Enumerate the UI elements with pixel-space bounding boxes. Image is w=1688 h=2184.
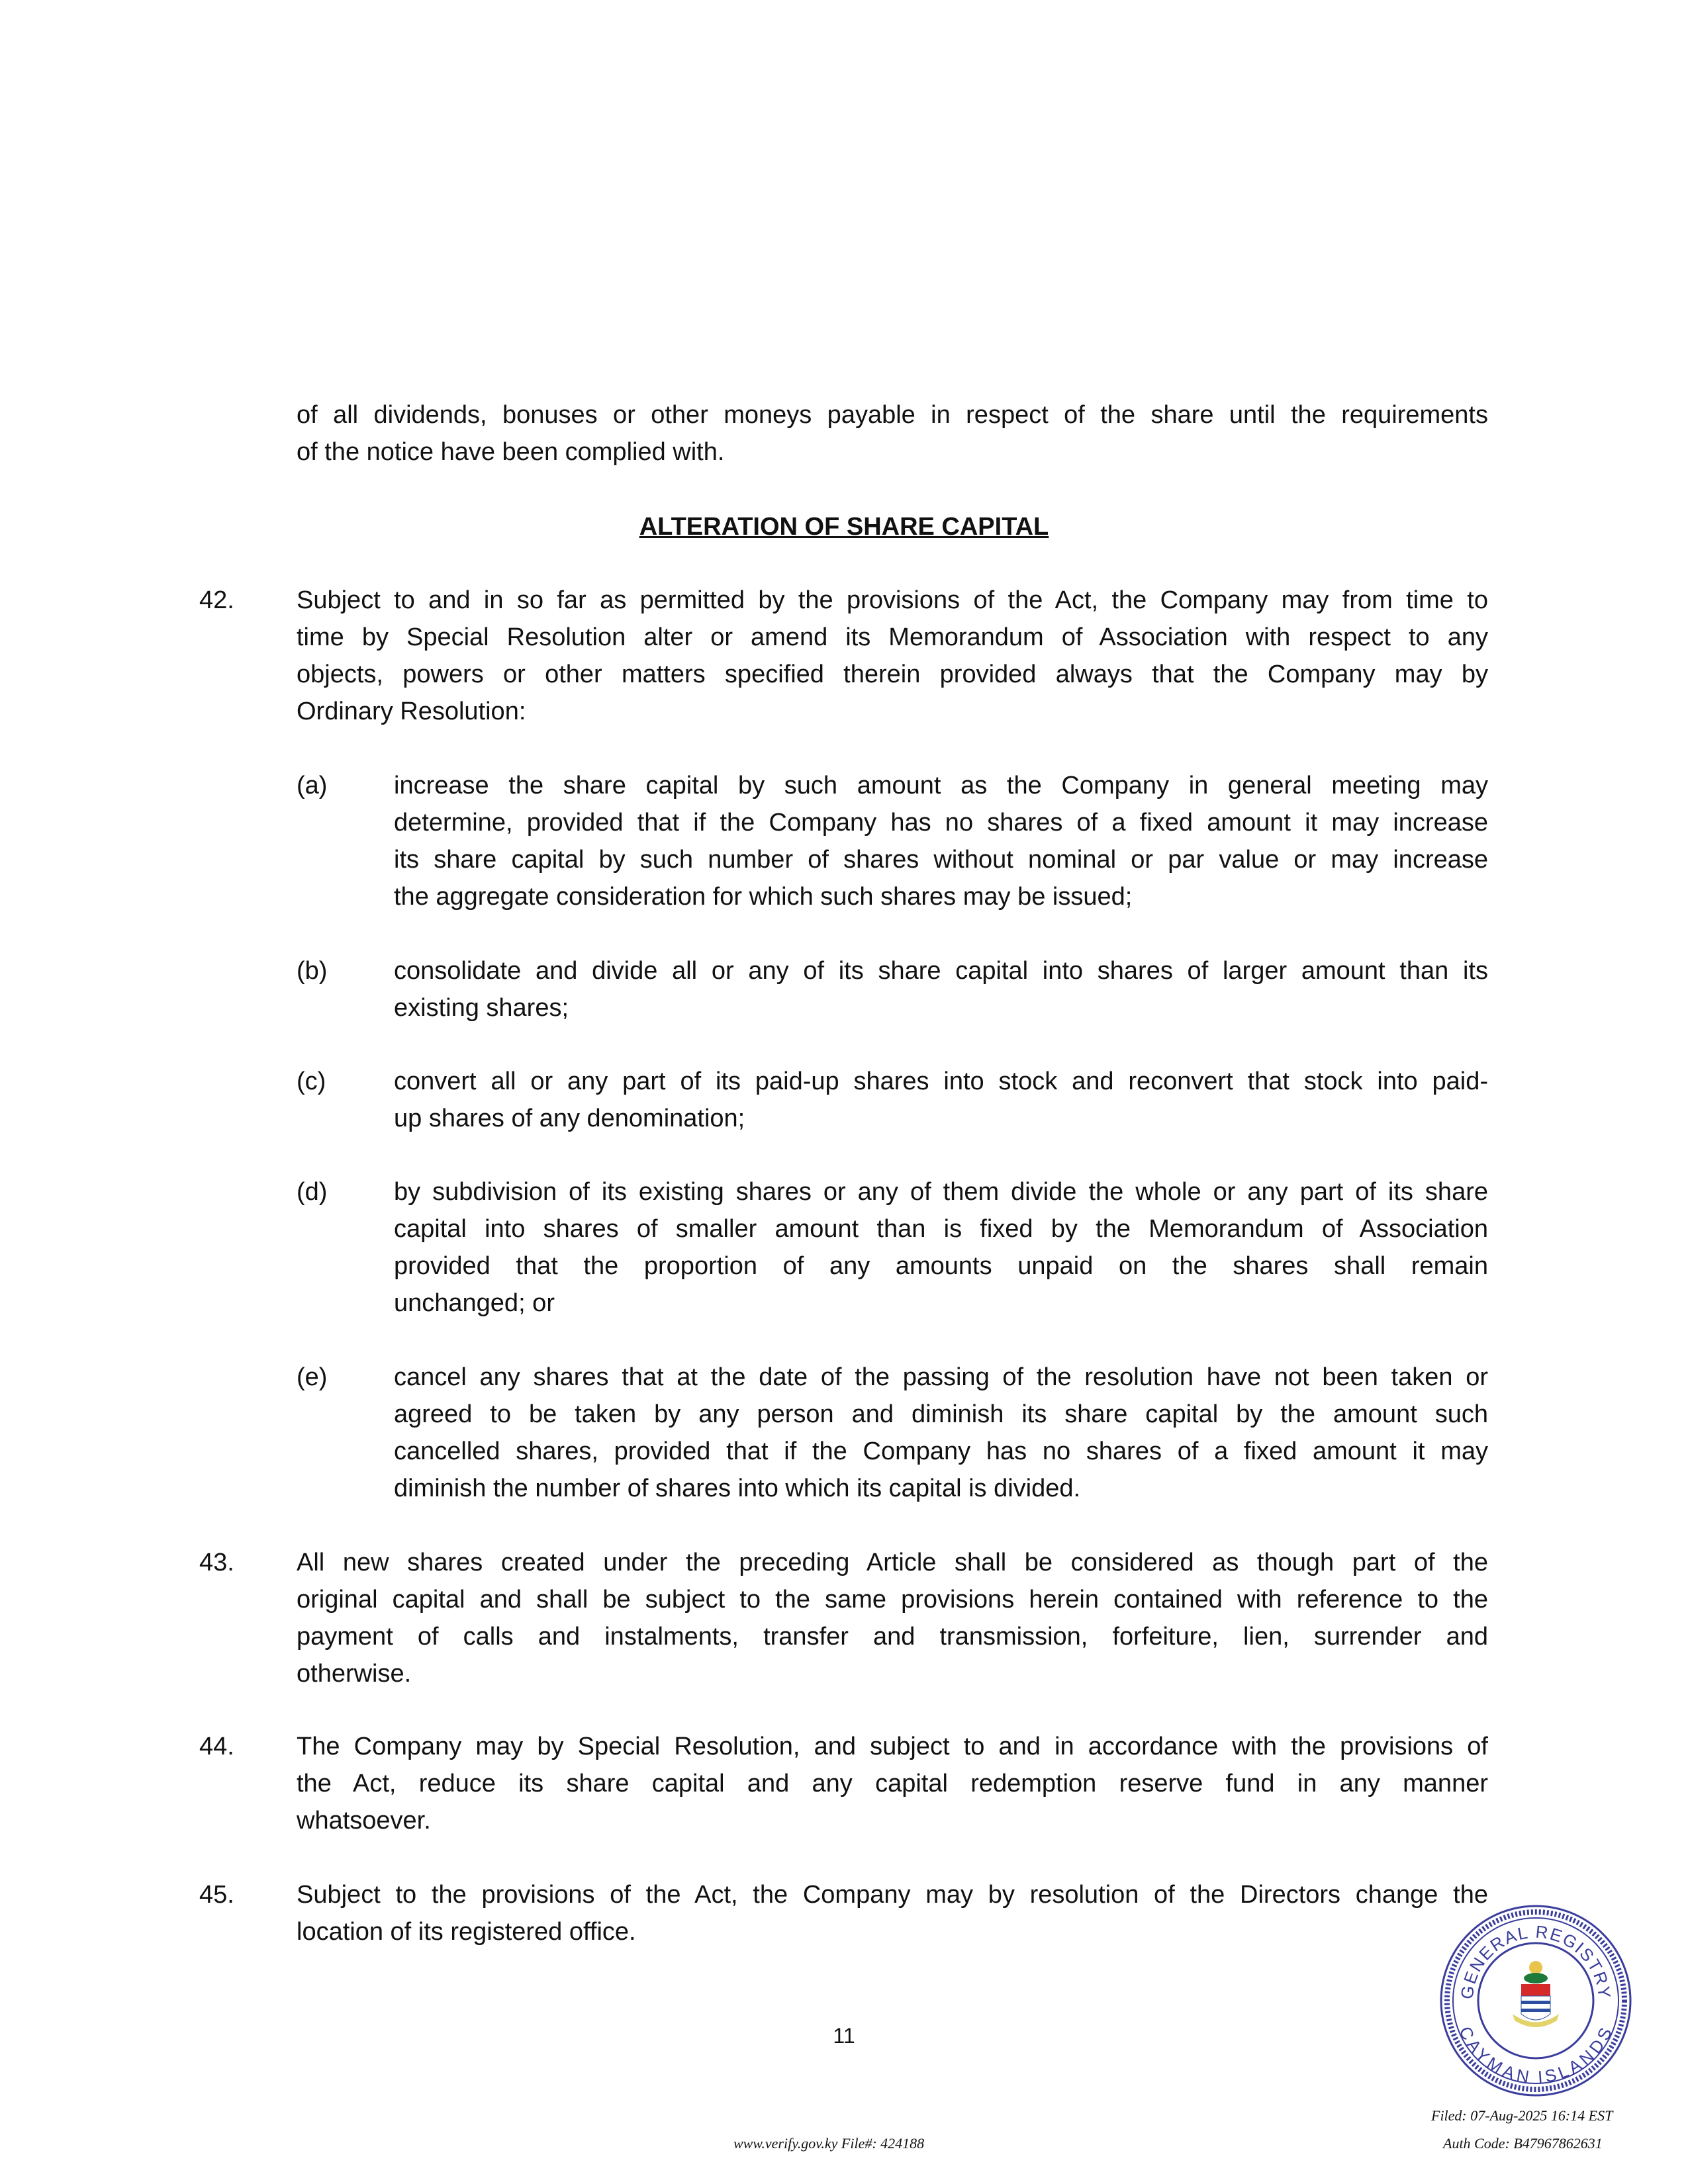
- subitem-e-text: [394, 1359, 1488, 1507]
- verify-link[interactable]: www.verify.gov.ky File#: 424188: [733, 2135, 925, 2152]
- general-registry-seal: [1436, 1901, 1635, 2100]
- auth-code: Auth Code: B47967862631: [1443, 2135, 1603, 2152]
- article-44-text: [297, 1728, 1488, 1839]
- text-line: its share capital by such number of shares without nominal or par value or may increase: [394, 846, 1488, 874]
- subitem-label: (c): [297, 1068, 326, 1095]
- subitem-label: (e): [297, 1363, 328, 1391]
- article-number: 43.: [199, 1549, 234, 1576]
- subitem-c-text: [394, 1063, 1488, 1137]
- text-line: cancelled shares, provided that if the Company has no shares of a fixed amount it may: [394, 1437, 1488, 1465]
- text-line: whatsoever.: [297, 1807, 431, 1835]
- text-line: of all dividends, bonuses or other moneys payable in respect of the share until the requirements: [297, 401, 1488, 429]
- text-line: time by Special Resolution alter or amend its Memorandum of Association with respect to any: [297, 623, 1488, 651]
- text-line: increase the share capital by such amount as the Company in general meeting may: [394, 772, 1488, 799]
- text-line: capital into shares of smaller amount than is fixed by the Memorandum of Association: [394, 1215, 1488, 1243]
- page-number: 11: [833, 2024, 855, 2048]
- article-45-text: [297, 1876, 1488, 1950]
- text-line: unchanged; or: [394, 1289, 555, 1317]
- text-line: the Act, reduce its share capital and any capital redemption reserve fund in any manner: [297, 1770, 1488, 1797]
- text-line: The Company may by Special Resolution, and subject to and in accordance with the provisions of: [297, 1733, 1488, 1760]
- text-line: otherwise.: [297, 1660, 412, 1688]
- text-line: by subdivision of its existing shares or any of them divide the whole or any part of its share: [394, 1178, 1488, 1206]
- text-line: of the notice have been complied with.: [297, 438, 725, 466]
- article-number: 42.: [199, 586, 234, 614]
- seal-bottom-text: CAYMAN ISLANDS: [1455, 2023, 1617, 2087]
- text-line: Ordinary Resolution:: [297, 698, 526, 725]
- subitem-b-text: [394, 952, 1488, 1026]
- verify-file-number: [733, 2135, 924, 2152]
- text-line: agreed to be taken by any person and diminish its share capital by the amount such: [394, 1400, 1488, 1428]
- subitem-label: (a): [297, 772, 328, 799]
- section-heading: ALTERATION OF SHARE CAPITAL: [639, 513, 1049, 541]
- text-line: location of its registered office.: [297, 1918, 636, 1946]
- subitem-a-text: [394, 767, 1488, 915]
- subitem-label: (b): [297, 957, 328, 985]
- text-line: the aggregate consideration for which such shares may be issued;: [394, 883, 1133, 911]
- text-line: existing shares;: [394, 994, 569, 1022]
- article-number: 44.: [199, 1733, 234, 1760]
- article-43-text: [297, 1544, 1488, 1692]
- text-line: convert all or any part of its paid-up shares into stock and reconvert that stock into paid-: [394, 1068, 1488, 1095]
- intro-paragraph: [297, 396, 1488, 471]
- seal-top-text: GENERAL REGISTRY: [1456, 1921, 1615, 2001]
- text-line: provided that the proportion of any amounts unpaid on the shares shall remain: [394, 1252, 1488, 1280]
- subitem-d-text: [394, 1173, 1488, 1322]
- text-line: cancel any shares that at the date of the passing of the resolution have not been taken or: [394, 1363, 1488, 1391]
- text-line: payment of calls and instalments, transfer and transmission, forfeiture, lien, surrender and: [297, 1623, 1488, 1651]
- text-line: Subject to and in so far as permitted by the provisions of the Act, the Company may from time to: [297, 586, 1488, 614]
- text-line: determine, provided that if the Company has no shares of a fixed amount it may increase: [394, 809, 1488, 837]
- filed-timestamp: Filed: 07-Aug-2025 16:14 EST: [1431, 2107, 1613, 2124]
- text-line: consolidate and divide all or any of its share capital into shares of larger amount than its: [394, 957, 1488, 985]
- text-line: objects, powers or other matters specified therein provided always that the Company may by: [297, 660, 1488, 688]
- text-line: diminish the number of shares into which its capital is divided.: [394, 1475, 1081, 1502]
- article-number: 45.: [199, 1881, 234, 1909]
- text-line: up shares of any denomination;: [394, 1105, 745, 1132]
- article-42-text: [297, 582, 1488, 730]
- text-line: Subject to the provisions of the Act, the Company may by resolution of the Directors change the: [297, 1881, 1488, 1909]
- subitem-label: (d): [297, 1178, 328, 1206]
- text-line: All new shares created under the preceding Article shall be considered as though part of the: [297, 1549, 1488, 1576]
- coat-of-arms-icon: [1513, 1961, 1559, 2027]
- text-line: original capital and shall be subject to the same provisions herein contained with reference to the: [297, 1586, 1488, 1614]
